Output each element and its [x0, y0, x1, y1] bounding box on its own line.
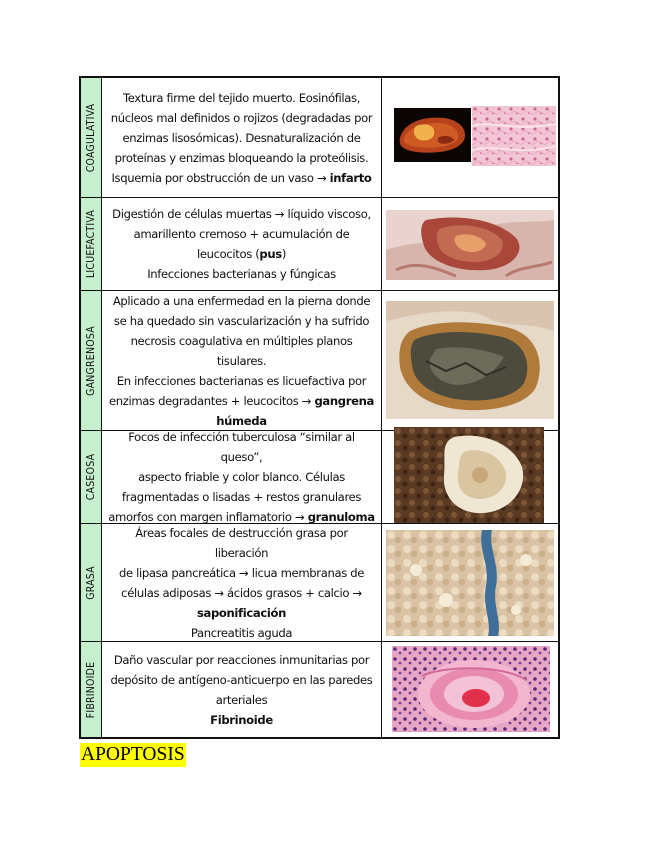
- description-cell: [102, 524, 382, 641]
- row-label: GANGRENOSA: [85, 325, 97, 396]
- table-row-coagulativa: [81, 78, 558, 198]
- key-term: saponificación: [196, 605, 287, 620]
- fat-necrosis-tissue-photo: [386, 530, 554, 636]
- description-cell: [102, 78, 382, 197]
- row-label-cell: [81, 431, 102, 523]
- description-text: Textura firme del tejido muerto. Eosinófilas, núcleos mal definidos o rojizos (degradadas por enzimas lisosómicas). Desnaturalización de proteínas y enzimas bloqueando la proteólisis. Isquemia por obstrucción de un vaso → infarto: [110, 90, 373, 185]
- row-label: GRASA: [85, 565, 97, 600]
- gangrene-wound-photo: [386, 301, 554, 419]
- table-row-licuefactiva: [81, 198, 558, 291]
- row-label-cell: [81, 524, 102, 641]
- description-text: Aplicado a una enfermedad en la pierna donde se ha quedado sin vascularización y ha sufrido necrosis coagulativa en múltiples planos tisulares. En infecciones bacterianas es licuefactiva por enzimas degradantes + leucocitos → gangrena húmeda: [108, 293, 375, 428]
- image-cell: [382, 291, 558, 430]
- coagulative-histology-micrograph: [472, 106, 556, 166]
- table-row-grasa: [81, 524, 558, 642]
- key-term: infarto: [329, 170, 372, 185]
- caseous-lung-tissue-photo: [394, 427, 544, 523]
- description-text: Áreas focales de destrucción grasa por liberación de lipasa pancreática → licua membranas de células adiposas → ácidos grasos + calcio → saponificación Pancreatitis aguda: [118, 525, 365, 640]
- brain-liquefactive-necrosis-photo: [386, 210, 554, 280]
- key-term: granuloma: [307, 510, 375, 524]
- image-cell: [382, 524, 558, 641]
- description-text: Digestión de células muertas → líquido viscoso, amarillento cremoso + acumulación de leucocitos (pus) Infecciones bacterianas y fúngicas: [112, 207, 371, 281]
- row-label: CASEOSA: [85, 453, 97, 501]
- fibrinoid-vessel-histology-micrograph: [392, 646, 550, 732]
- row-label-cell: [81, 642, 102, 737]
- image-cell: [382, 642, 558, 737]
- row-label: LICUEFACTIVA: [85, 209, 97, 279]
- key-term: húmeda: [216, 413, 267, 428]
- key-term: Fibrinoide: [210, 712, 273, 727]
- image-cell: [382, 198, 558, 290]
- description-cell: [102, 291, 382, 430]
- row-label-cell: [81, 198, 102, 290]
- table-row-caseosa: [81, 431, 558, 524]
- infarct-gross-photo: [394, 108, 471, 162]
- table-row-gangrenosa: [81, 291, 558, 431]
- description-text: Daño vascular por reacciones inmunitarias por depósito de antígeno-anticuerpo en las paredes arteriales Fibrinoide: [110, 652, 373, 727]
- description-cell: [102, 198, 382, 290]
- row-label: COAGULATIVA: [85, 103, 97, 172]
- row-label-cell: [81, 291, 102, 430]
- row-label: FIBRINOIDE: [85, 661, 97, 718]
- necrosis-types-table: [79, 76, 560, 739]
- image-cell: [382, 431, 558, 523]
- key-term: gangrena: [314, 393, 375, 408]
- section-heading-apoptosis: APOPTOSIS: [81, 744, 185, 765]
- description-cell: [102, 431, 382, 523]
- image-cell: [382, 78, 558, 197]
- description-cell: [102, 642, 382, 737]
- row-label-cell: [81, 78, 102, 197]
- description-text: Focos de infección tuberculosa “similar al queso”, aspecto friable y color blanco. Células fragmentadas o lisadas + restos granulares amorfos con margen inflamatorio → granuloma: [108, 430, 375, 524]
- table-row-fibrinoide: [81, 642, 558, 737]
- key-term: pus: [259, 247, 282, 261]
